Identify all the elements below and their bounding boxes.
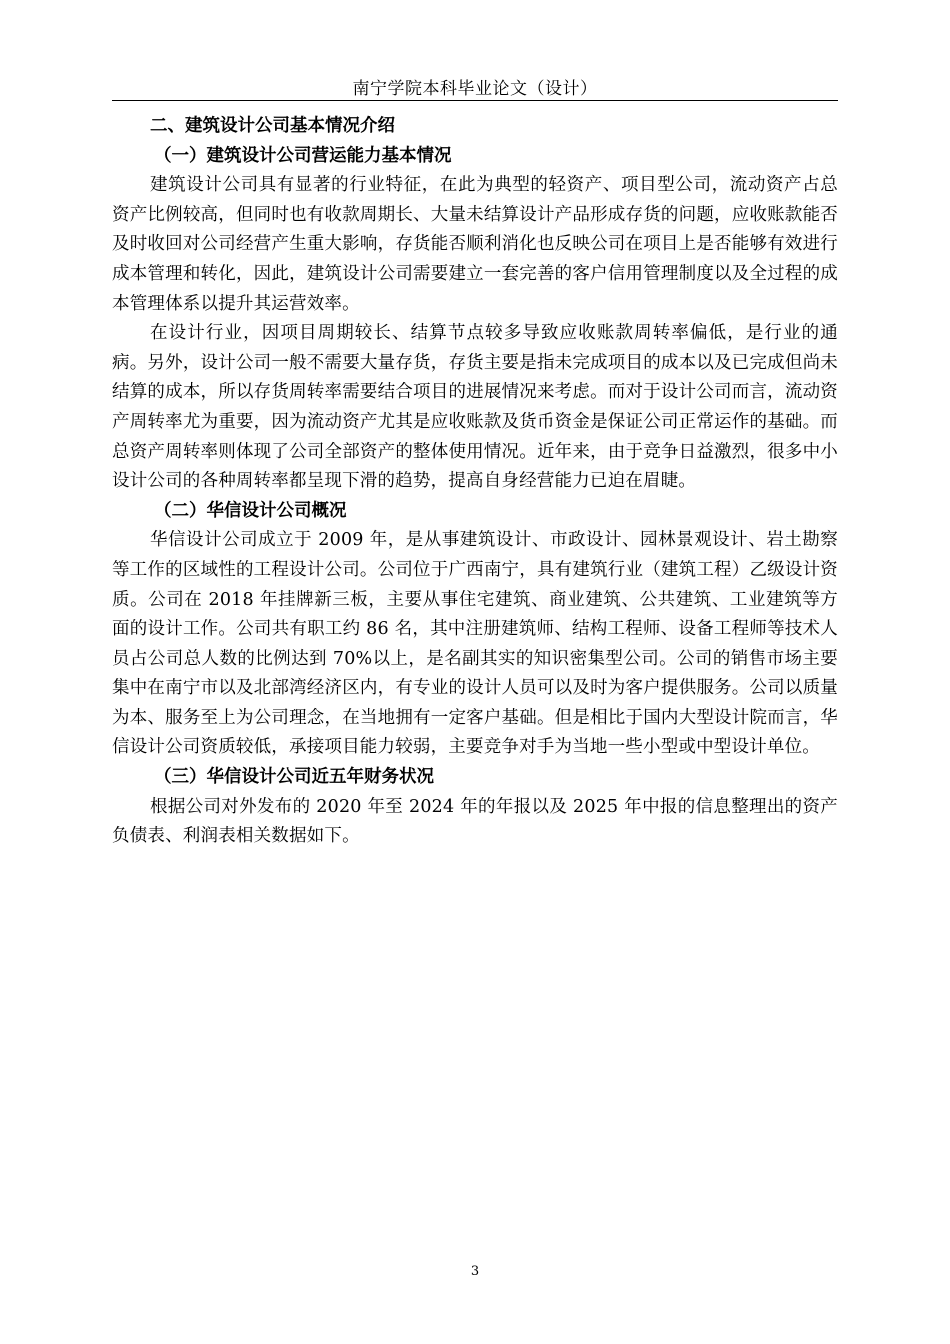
subsection-heading-company-overview: （二）华信设计公司概况 [154, 500, 347, 521]
body-content [112, 112, 838, 852]
subsection-heading-financial-status: （三）华信设计公司近五年财务状况 [154, 767, 434, 788]
paragraph-turnover-rates: 在设计行业，因项目周期较长、结算节点较多导致应收账款周转率偏低，是行业的通病。另外，设计公司一般不需要大量存货，存货主要是指未完成项目的成本以及已完成但尚未结算的成本，所以存货周转率需要结合项目的进展情况来考虑。而对于设计公司而言，流动资产周转率尤为重要，因为流动资产尤其是应收账款及货币资金是保证公司正常运作的基础。而总资产周转率则体现了公司全部资产的整体使用情况。近年来，由于竞争日益激烈，很多中小设计公司的各种周转率都呈现下滑的趋势，提高自身经营能力已迫在眉睫。 [112, 323, 838, 492]
running-header: 南宁学院本科毕业论文（设计） [352, 79, 598, 99]
paragraph-industry-characteristics: 建筑设计公司具有显著的行业特征，在此为典型的轻资产、项目型公司，流动资产占总资产比例较高，但同时也有收款周期长、大量未结算设计产品形成存货的问题，应收账款能否及时收回对公司经营产生重大影响，存货能否顺利消化也反映公司在项目上是否能够有效进行成本管理和转化，因此，建筑设计公司需要建立一套完善的客户信用管理制度以及全过程的成本管理体系以提升其运营效率。 [112, 175, 838, 314]
page-number: 3 [470, 1264, 480, 1279]
paragraph-company-overview: 华信设计公司成立于 2009 年，是从事建筑设计、市政设计、园林景观设计、岩土勘察等工作的区域性的工程设计公司。公司位于广西南宁，具有建筑行业（建筑工程）乙级设计资质。公司在 2018 年挂牌新三板，主要从事住宅建筑、商业建筑、公共建筑、工业建筑等方面的设计工作。公司共有职工约 86 名，其中注册建筑师、结构工程师、设备工程师等技术人员占公司总人数的比例达到 70%以上，是名副其实的知识密集型公司。公司的销售市场主要集中在南宁市以及北部湾经济区内，有专业的设计人员可以及时为客户提供服务。公司以质量为本、服务至上为公司理念，在当地拥有一定客户基础。但是相比于国内大型设计院而言，华信设计公司资质较低，承接项目能力较弱，主要竞争对手为当地一些小型或中型设计单位。 [112, 530, 838, 758]
subsection-heading-operating-capacity: （一）建筑设计公司营运能力基本情况 [154, 145, 452, 166]
header-divider [112, 100, 838, 101]
paragraph-financial-data-intro: 根据公司对外发布的 2020 年至 2024 年的年报以及 2025 年中报的信息整理出的资产负债表、利润表相关数据如下。 [112, 796, 838, 847]
section-heading: 二、建筑设计公司基本情况介绍 [150, 116, 395, 136]
